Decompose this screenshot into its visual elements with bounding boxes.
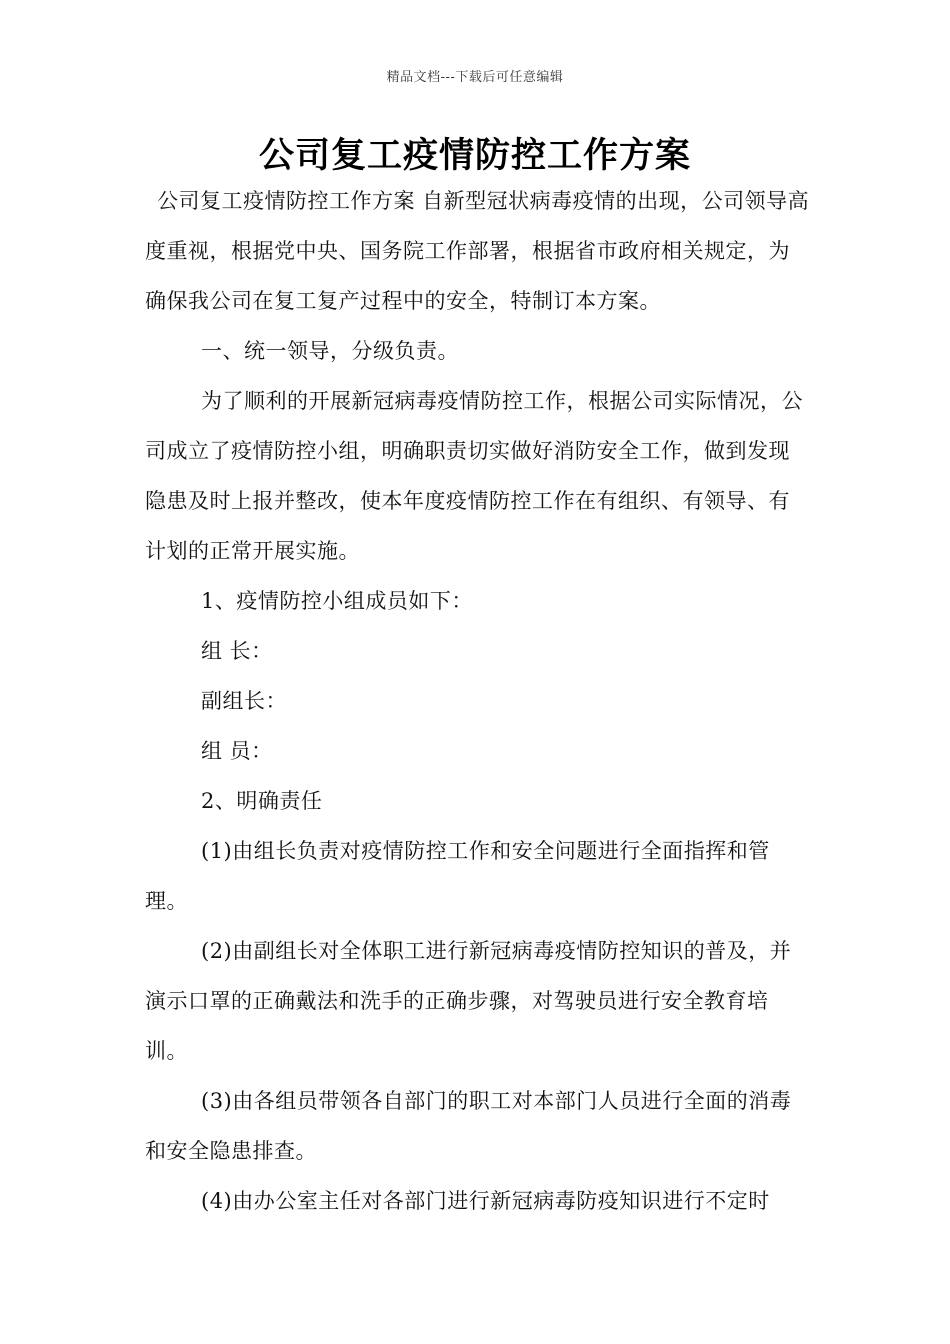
body-paragraph: 为了顺利的开展新冠病毒疫情防控工作，根据公司实际情况，公司成立了疫情防控小组，明确职责切实做好消防安全工作，做到发现隐患及时上报并整改，使本年度疫情防控工作在有组织、有领导、有计划的正常开展实施。 bbox=[145, 389, 803, 563]
duty-item-4: (4)由办公室主任对各部门进行新冠病毒防疫知识进行不定时 bbox=[201, 1189, 770, 1213]
section-heading-1: 一、统一领导，分级负责。 bbox=[201, 339, 459, 363]
intro-paragraph: 公司复工疫情防控工作方案 自新型冠状病毒疫情的出现，公司领导高度重视，根据党中央、国务院工作部署，根据省市政府相关规定，为确保我公司在复工复产过程中的安全，特制订本方案。 bbox=[145, 189, 810, 313]
member-line-leader: 组 长： bbox=[201, 639, 273, 663]
member-line-deputy: 副组长： bbox=[201, 689, 287, 713]
duty-item-1: (1)由组长负责对疫情防控工作和安全问题进行全面指挥和管理。 bbox=[145, 839, 770, 913]
subsection-heading-1: 1、疫情防控小组成员如下： bbox=[201, 589, 473, 613]
duty-item-2: (2)由副组长对全体职工进行新冠病毒疫情防控知识的普及，并演示口罩的正确戴法和洗手的正确步骤，对驾驶员进行安全教育培训。 bbox=[145, 939, 792, 1063]
duty-item-3: (3)由各组员带领各自部门的职工对本部门人员进行全面的消毒和安全隐患排查。 bbox=[145, 1089, 792, 1163]
document-body bbox=[145, 176, 810, 1226]
member-line-members: 组 员： bbox=[201, 739, 273, 763]
document-title: 公司复工疫情防控工作方案 bbox=[258, 136, 691, 176]
header-note: 精品文档---下载后可任意编辑 bbox=[386, 70, 564, 85]
subsection-heading-2: 2、明确责任 bbox=[201, 789, 323, 813]
